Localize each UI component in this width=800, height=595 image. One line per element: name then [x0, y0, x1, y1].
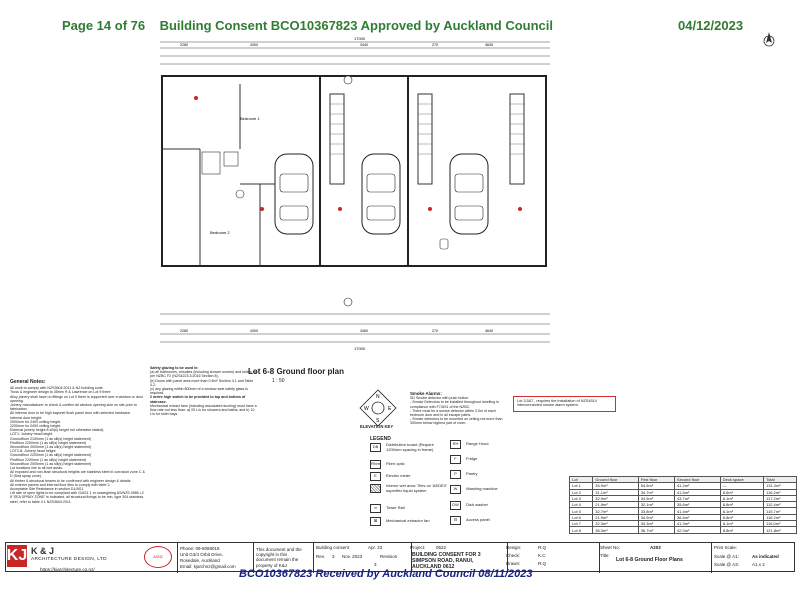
legend-label: Fibre optic: [386, 461, 405, 467]
table-cell: 8.8m²: [720, 502, 763, 508]
drawn-label: Drawn:: [506, 561, 521, 566]
rev-number: 3: [332, 554, 335, 559]
table-cell: 32.9m²: [593, 495, 638, 501]
note-item: (b) Doors with panel area more than 0.5m² Section 4.1 and Table 4.2,: [150, 378, 254, 387]
certification-seal-icon: ADNZ: [144, 546, 172, 568]
title-label: Title:: [600, 553, 610, 558]
dimension-label: 4645: [485, 43, 493, 47]
legend-label: Access panel: [466, 517, 490, 523]
rev-label: Rev.: [316, 554, 325, 559]
note-item: All exposed and non-flush structural heights are stainless steel in corrosion zone C & D (Sea spray zone).: [10, 470, 145, 479]
notes-title: General Notes:: [10, 379, 46, 385]
column-header: Second floor: [674, 477, 720, 483]
table-cell: Lot 6: [570, 514, 593, 520]
note-item: All internal door to be high bayonet flush panel door with selected hardware.: [10, 411, 131, 416]
print-scale-label: Print Scale:: [714, 545, 738, 550]
note-item: Secondfloor 2000mm (1 as sill(s) height statement): [10, 461, 92, 466]
table-cell: Lot 4: [570, 502, 593, 508]
note-item: Firstfloor 2200mm (1 as sill(s) height statement): [10, 457, 87, 462]
company-subtitle: ARCHITECTURE DESIGN, LTD: [31, 557, 107, 562]
table-cell: 32.3m²: [593, 521, 638, 527]
legend-item: [370, 443, 450, 452]
note-item: Mechanical extract fans (including associated ducting) must have a flow rate not less than: a) 25 L/s for showers and baths; and b) 10 L/s for toilet bays.: [150, 403, 257, 417]
svg-text:N: N: [376, 394, 380, 400]
legend-label: Range Hood: [466, 441, 489, 447]
table-cell: 41.2m²: [674, 483, 720, 489]
note-item: If 'SEA SPRAY ZONE' is indicated, all structural fixings to be min. type 304 stainless steel, refer to table 4.1 NZS3604:2011.: [10, 495, 144, 504]
smoke-line: - Smoke Detectors to be installed throughout dwelling in compliance with F7/AS1 of the NZBC.: [410, 400, 499, 409]
table-cell: 32.7m²: [593, 508, 638, 514]
table-cell: Lot 1: [570, 483, 593, 489]
project-name: BUILDING CONSENT FOR 3 SIMPSON ROAD, RANUI, AUCKLAND 0612: [412, 552, 481, 570]
note-item: All work to comply with NZS3604:2011 & NZ building code.: [10, 386, 104, 391]
table-cell: Lot 5: [570, 508, 593, 514]
copyright-notice: This document and the copyright in this document remain the property of K&J: [256, 547, 302, 568]
table-cell: 8.1m²: [720, 521, 763, 527]
overall-dimension: 17000: [354, 346, 366, 351]
note-item: External joinery height 8 sill(s) height not otherwise stated):: [10, 428, 105, 433]
revision-label: Revision: [380, 554, 398, 559]
floor-plan-drawing: [140, 34, 610, 352]
stage: Building consent: [316, 545, 350, 550]
legend-label: Fridge: [466, 456, 478, 462]
dimension-label: 4300: [250, 329, 258, 333]
table-cell: 35.6m²: [674, 502, 720, 508]
table-cell: 8.8m²: [720, 527, 763, 533]
note-item: Truss & engineer design to 35mm H & Lawrence on Lot 9 there: [10, 390, 111, 395]
note-item: Safety glazing to be used in:: [150, 366, 199, 370]
note-item: LOT1: Joinery head height: [10, 432, 53, 437]
table-cell: 117.2m²: [764, 495, 797, 501]
design-label: Design:: [506, 545, 522, 550]
scale-a3-label: Scale @ A3:: [714, 562, 739, 567]
sheet-label: Sheet No:: [600, 545, 621, 550]
wet-area-icon: [370, 484, 381, 493]
legend-label: Tower Rail: [386, 505, 405, 511]
table-cell: 34.5m²: [638, 495, 674, 501]
legend-item: [370, 460, 450, 469]
fibre-optic-icon: Fibre: [370, 460, 381, 469]
table-cell: 8.1m²: [720, 495, 763, 501]
room-label: Bedroom 2: [210, 230, 230, 235]
towel-rail-icon: ═: [370, 504, 381, 513]
email: Email: kjarchnz@gmail.com: [180, 564, 236, 569]
note-item: Lot locations line to all wet areas.: [10, 466, 63, 471]
note-item: 2 metre high switch to be provided to top and bottom of staircase.: [150, 395, 246, 404]
table-cell: 21.9m²: [593, 514, 638, 520]
header-page-approval: [62, 18, 553, 33]
note-item: All timber & structural beams to be confirmed with engineer design & details.: [10, 478, 132, 483]
smoke-title: Smoke Alarms:: [410, 391, 442, 396]
table-cell: 112.4m²: [764, 502, 797, 508]
scale-a1-label: Scale @ A1:: [714, 554, 739, 559]
note-item: Joinery manufacturer to check & confirm all window opening size on site prior to fabrication.: [10, 403, 137, 412]
table-cell: 33.8m²: [638, 508, 674, 514]
note-item: Firstfloor 2200mm (1 as sill(s) height statement): [10, 440, 87, 445]
dimension-label: 2280: [180, 329, 188, 333]
table-cell: 116.0m²: [764, 521, 797, 527]
svg-text:S: S: [376, 418, 380, 424]
page-number: Page 14 of 76: [62, 18, 146, 33]
legend-label: Washing machine: [466, 486, 498, 492]
plan-scale: 1 : 50: [272, 378, 285, 384]
note-item: 2200mm for 2400 ceiling height.: [10, 424, 62, 429]
floor-area-table: [569, 476, 797, 534]
table-cell: 21.9m²: [593, 502, 638, 508]
phone: Phone: 09-5088018: [180, 546, 220, 551]
north-arrow-icon: [762, 26, 776, 50]
drawn-value: R.Q: [538, 561, 547, 566]
table-cell: 41.4m²: [674, 508, 720, 514]
washing-machine-icon: W: [450, 485, 461, 494]
smoke-line: - Smoke detectors to be mounted on ceiling not more than 300mm below highest part of room.: [410, 417, 503, 426]
header-date: 04/12/2023: [678, 18, 744, 33]
table-cell: 32.1m²: [638, 502, 674, 508]
dimension-label: 4300: [250, 43, 258, 47]
address-line-2: Rosedale, Auckland: [180, 558, 220, 563]
note-item: Acceptable Site Resistance in section D1/AS1.: [10, 487, 85, 492]
distribution-board-icon: DB: [370, 443, 381, 452]
dimension-label: 3440: [360, 43, 368, 47]
address-line-1: Unit G3/4 Orbit Drive,: [180, 552, 224, 557]
note-item: LOT2-8: Joinery head height: [10, 449, 56, 454]
dimension-label: 3460: [360, 329, 368, 333]
table-cell: 116.2m²: [764, 489, 797, 495]
fridge-icon: F: [450, 455, 461, 464]
scale-a3-value: A1 x 2: [752, 562, 765, 567]
note-item: Groundfloor 2100mm (1 as sill(s) height statement): [10, 436, 92, 441]
range-hood-icon: RH: [450, 440, 461, 449]
design-value: R.Q: [538, 545, 547, 550]
table-cell: Lot 7: [570, 521, 593, 527]
dimension-label: 270: [432, 329, 438, 333]
legend-label: Distribution board (Require 1200mm spacing in frame): [386, 442, 434, 452]
check-value: K.C: [538, 553, 546, 558]
sheet-number: A203: [650, 545, 661, 550]
table-cell: 41.3m²: [674, 521, 720, 527]
table-cell: 43.7m²: [674, 495, 720, 501]
legend-label: Dish washer: [466, 502, 489, 508]
access-panel-icon: ⊟: [450, 516, 461, 525]
table-cell: 36.6m²: [674, 514, 720, 520]
table-cell: 54.6m²: [638, 483, 674, 489]
company-website[interactable]: https://kjarchitecture.co.nz/: [40, 567, 95, 572]
smoke-alarm-requirement: Lot 3,5&7 , requires the installation of NZS4514 interconnected smoke alarm system.: [513, 396, 616, 412]
project-number: 0522: [436, 545, 447, 550]
rev-date: Nov. 2023: [342, 554, 363, 559]
legend-item: [450, 501, 510, 510]
legend-title: LEGEND: [370, 436, 391, 442]
legend-item: [450, 440, 510, 449]
stage-date: Apr. 23: [368, 545, 383, 550]
table-cell: —: [720, 483, 763, 489]
company-name: K & J: [31, 546, 55, 556]
note-item: 2000mm for 2400 ceiling height.: [10, 419, 62, 424]
table-row: [570, 527, 797, 533]
legend-item: [370, 472, 450, 481]
note-item: Internal door height:: [10, 415, 42, 420]
project-label: Project:: [410, 545, 426, 550]
table-cell: 115.7m²: [764, 508, 797, 514]
table-cell: 36.7m²: [638, 527, 674, 533]
dimension-label: 270: [432, 43, 438, 47]
table-cell: 34.7m²: [638, 489, 674, 495]
table-cell: 131.2m²: [764, 483, 797, 489]
column-header: Deck space: [720, 477, 763, 483]
legend-item: [450, 516, 510, 525]
table-cell: 36.3m²: [593, 527, 638, 533]
overall-dimension: 17000: [354, 36, 366, 41]
note-item: Alloy joinery shall have no fittings on Lot 9 there is supported over a window or door opening.: [10, 394, 144, 403]
table-cell: Lot 2: [570, 489, 593, 495]
table-cell: 34.3m²: [638, 521, 674, 527]
table-cell: 121.8m²: [764, 527, 797, 533]
electric-meter-icon: E: [370, 472, 381, 481]
note-item: (a) all bathrooms, ensuites (including shower screen) and toilets as per NZBC F2 (NZS4223.3:2016 Section 8),: [150, 370, 257, 379]
pantry-icon: P: [450, 470, 461, 479]
check-label: Check:: [506, 553, 521, 558]
table-cell: 34.9m²: [593, 483, 638, 489]
smoke-alarm-notes: [410, 392, 505, 426]
legend-label: Electric meter: [386, 473, 411, 479]
table-cell: 31.1m²: [593, 489, 638, 495]
table-cell: 42.0m²: [674, 527, 720, 533]
revision-number: 3: [374, 562, 377, 567]
smoke-line: SD Smoke detector with push button: [410, 396, 469, 401]
drawing-title: Lot 6-8 Ground Floor Plans: [616, 557, 683, 563]
table-cell: 34.5m²: [638, 514, 674, 520]
legend-item: [450, 485, 510, 494]
plan-title: Lot 6-8 Ground floor plan: [248, 367, 344, 376]
extractor-fan-icon: ⊠: [370, 517, 381, 526]
scale-a1-value: As indicated: [752, 554, 779, 559]
dimension-label: 2280: [180, 43, 188, 47]
elevation-key-label: ELEVATION KEY: [360, 424, 394, 429]
legend-label: Pantry: [466, 471, 478, 477]
car-icon: [275, 154, 488, 234]
room-label: Bedroom 1: [240, 116, 260, 121]
smoke-line: - There must be a smoke detector within 3.0m of each bedroom door and in all escape paths.: [410, 408, 496, 418]
column-header: Ground floor: [593, 477, 638, 483]
legend-item: [370, 517, 450, 526]
note-item: All exterior pavers and internal floor tiles to comply with table 2.: [10, 482, 111, 487]
company-logo-icon: KJ: [7, 545, 27, 567]
table-cell: Lot 3: [570, 495, 593, 501]
note-item: Groundfloor 2200mm (1 as sill(s) height statement): [10, 453, 92, 458]
table-cell: 8.6m²: [720, 489, 763, 495]
note-item: Secondfloor 2000mm (1 as sill(s) height statement): [10, 445, 92, 450]
legend-item: [370, 484, 450, 493]
column-header: Lot: [570, 477, 593, 483]
note-item: (c) any glazing within 800mm of a window seat safety glass is required.: [150, 387, 248, 396]
legend-item: [450, 470, 510, 479]
svg-text:W: W: [364, 406, 369, 412]
dish-washer-icon: DW: [450, 501, 461, 510]
glazing-notes: [150, 366, 260, 416]
table-cell: 8.8m²: [720, 514, 763, 520]
column-header: First floor: [638, 477, 674, 483]
legend-item: [450, 455, 510, 464]
legend-label: Mechanical extractor fan: [386, 518, 430, 524]
general-notes: [10, 380, 145, 504]
svg-text:E: E: [388, 406, 392, 412]
legend-item: [370, 504, 450, 513]
table-cell: 8.1m²: [720, 508, 763, 514]
consent-approval: Building Consent BCO10367823 Approved by Auckland Council: [159, 18, 554, 33]
dimension-label: 4640: [485, 329, 493, 333]
note-item: Lift rate of open lights to be compliant with G/AS1 1 m unweighting AS/NZS 4586 I-2: [10, 491, 144, 496]
table-cell: 41.5m²: [674, 489, 720, 495]
table-cell: Lot 8: [570, 527, 593, 533]
council-received-stamp: BCO10367823 Received by Auckland Council 08/11/2023: [239, 568, 533, 580]
column-header: Total: [764, 477, 797, 483]
legend-label: Interior wet area: Tiles on 'AEDEX' superflex liquid system: [386, 483, 448, 493]
table-cell: 116.2m²: [764, 514, 797, 520]
